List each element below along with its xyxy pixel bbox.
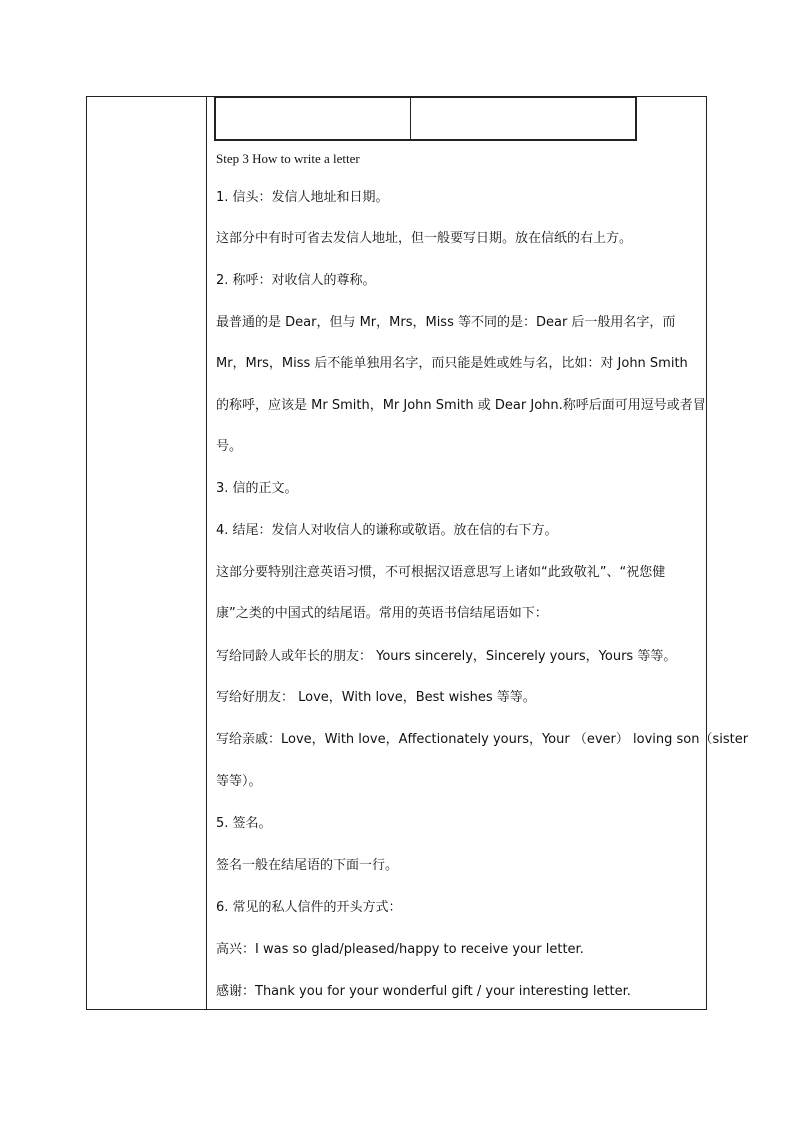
text-line: 1. 信头：发信人地址和日期。	[216, 190, 389, 205]
step-heading: Step 3 How to write a letter	[216, 151, 360, 166]
text-line: 写给好朋友： Love，With love，Best wishes 等等。	[216, 690, 536, 705]
text-line: 签名一般在结尾语的下面一行。	[216, 858, 399, 873]
text-line: 4. 结尾：发信人对收信人的谦称或敬语。放在信的右下方。	[216, 523, 558, 538]
text-line: 最普通的是 Dear，但与 Mr，Mrs，Miss 等不同的是：Dear 后一般用名字，而	[216, 315, 676, 330]
text-line: 3. 信的正文。	[216, 481, 298, 496]
text-line: 感谢：Thank you for your wonderful gift / your interesting letter.	[216, 984, 631, 999]
outer-table	[86, 96, 749, 1010]
text-line: 号。	[216, 439, 243, 454]
text-line: 的称呼，应该是 Mr Smith，Mr John Smith 或 Dear John.称呼后面可用逗号或者冒	[216, 398, 706, 413]
inner-table	[214, 97, 637, 141]
left-column-cell	[87, 97, 207, 1009]
text-line: 等等）。	[216, 774, 262, 789]
inner-table-cell-left	[216, 98, 411, 139]
text-line: 5. 签名。	[216, 816, 272, 831]
content-cell	[207, 97, 749, 1009]
text-line: 写给同龄人或年长的朋友： Yours sincerely，Sincerely yours，Yours 等等。	[216, 649, 677, 664]
text-line: 2. 称呼：对收信人的尊称。	[216, 273, 376, 288]
text-line: 康”之类的中国式的结尾语。常用的英语书信结尾语如下：	[216, 606, 548, 621]
text-line: 写给亲戚：Love，With love，Affectionately yours，Your （ever） loving son（sister	[216, 732, 749, 747]
text-line: Mr，Mrs，Miss 后不能单独用名字，而只能是姓或姓与名，比如：对 John Smith	[216, 356, 688, 371]
text-line: 这部分要特别注意英语习惯，不可根据汉语意思写上诸如“此致敬礼”、“祝您健	[216, 565, 666, 580]
text-line: 高兴：I was so glad/pleased/happy to receive your letter.	[216, 942, 584, 957]
text-line: 这部分中有时可省去发信人地址，但一般要写日期。放在信纸的右上方。	[216, 231, 633, 246]
text-line: 6. 常见的私人信件的开头方式：	[216, 900, 402, 915]
